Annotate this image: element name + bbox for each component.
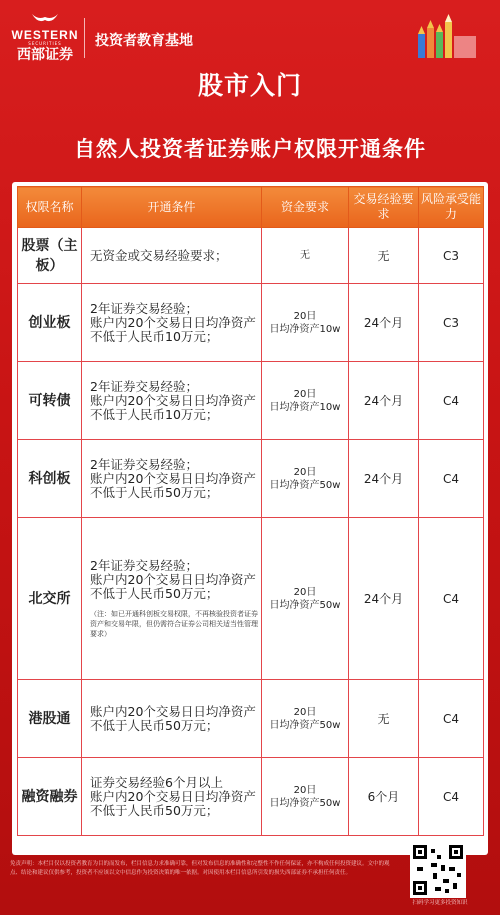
table-row [18,284,484,362]
cell-name-text: 港股通 [28,710,71,727]
header-risk: 风险承受能力 [419,187,484,228]
cell-condition [82,440,262,518]
cell-name-text: 创业板 [28,314,71,331]
cell-condition-text: 2年证券交易经验； 账户内20个交易日日均净资产不低于人民币10万元； [90,300,256,344]
header-experience: 交易经验要求 [349,187,419,228]
cell-risk-text: C4 [442,591,459,606]
conditions-card [12,182,488,855]
page-title: 股市入门 [197,71,302,100]
cell-condition-text: 2年证券交易经验； 账户内20个交易日日均净资产不低于人民币10万元； [90,378,256,422]
cell-experience [349,440,419,518]
condition-note: （注：如已开通科创板交易权限，不再核验投资者证券资产和交易年限，但仍需符合证券公司相关适当性管理要求） [90,609,258,638]
cell-experience-text: 24个月 [363,316,404,330]
cell-name [18,680,82,758]
cell-condition-text: 2年证券交易经验； 账户内20个交易日日均净资产不低于人民币50万元； [90,456,256,500]
cell-risk [419,440,484,518]
cell-risk-text: C3 [442,248,459,263]
cell-risk [419,362,484,440]
cell-fund-text: 20日 日均净资产10w [269,388,341,413]
cell-experience [349,362,419,440]
table-row [18,758,484,836]
cell-condition-text: 无资金或交易经验要求； [90,247,228,263]
cell-experience [349,518,419,680]
cell-fund-text: 20日 日均净资产10w [269,310,341,335]
cell-risk-text: C4 [442,711,459,726]
cell-name [18,518,82,680]
cell-condition-text: 账户内20个交易日日均净资产不低于人民币50万元； [90,703,256,733]
cell-condition [82,758,262,836]
cell-fund [262,284,349,362]
table-row [18,440,484,518]
pencil-decoration-icon [414,14,478,62]
cell-name [18,758,82,836]
cell-name-text: 融资融券 [21,788,78,805]
cell-risk [419,284,484,362]
cell-risk-text: C4 [442,789,459,804]
cell-name [18,228,82,284]
logo-en: WESTERN [11,28,79,42]
cell-experience-text: 无 [377,712,390,726]
cell-condition [82,518,262,680]
header-divider [84,18,85,58]
cell-experience-text: 6个月 [367,790,400,804]
table-row [18,518,484,680]
cell-fund-text: 20日 日均净资产50w [269,784,341,809]
cell-name [18,284,82,362]
cell-condition [82,284,262,362]
cell-experience [349,758,419,836]
cell-name-text: 科创板 [28,470,71,487]
cell-name-text: 可转债 [28,392,71,409]
page-subtitle: 自然人投资者证券账户权限开通条件 [74,137,426,161]
logo-cn: 西部证券 [17,47,73,63]
table-row [18,228,484,284]
cell-condition [82,228,262,284]
cell-fund [262,440,349,518]
cell-experience [349,680,419,758]
qr-code-icon [410,842,466,898]
cell-condition [82,362,262,440]
bull-horn-icon [10,12,80,29]
table-header-row [18,187,484,228]
cell-experience-text: 无 [377,249,390,263]
cell-risk-text: C4 [442,393,459,408]
cell-fund [262,518,349,680]
cell-condition-text: 2年证券交易经验； 账户内20个交易日日均净资产不低于人民币50万元； [90,557,256,601]
cell-name-text: 股票（主板） [21,237,78,274]
cell-risk-text: C3 [442,315,459,330]
cell-fund [262,228,349,284]
cell-fund-text: 20日 日均净资产50w [269,586,341,611]
cell-name [18,362,82,440]
table-row [18,362,484,440]
table-row [18,680,484,758]
cell-experience [349,228,419,284]
cell-name-text: 北交所 [28,590,71,607]
cell-fund-text: 无 [300,250,310,261]
brand-logo [10,12,80,67]
cell-condition [82,680,262,758]
qr-caption: 扫码学习更多投资知识 [412,900,468,906]
header-condition: 开通条件 [82,187,262,228]
cell-condition-text: 证券交易经验6个月以上 账户内20个交易日日均净资产不低于人民币50万元； [90,774,256,818]
cell-risk [419,680,484,758]
logo-sub: SECURITIES [28,41,62,46]
education-base-label: 投资者教育基地 [95,33,193,49]
conditions-table [17,186,484,836]
cell-risk [419,758,484,836]
cell-experience-text: 24个月 [363,592,404,606]
cell-name [18,440,82,518]
header-fund: 资金要求 [262,187,349,228]
cell-fund [262,362,349,440]
cell-experience-text: 24个月 [363,472,404,486]
cell-risk [419,518,484,680]
cell-experience [349,284,419,362]
cell-experience-text: 24个月 [363,394,404,408]
cell-fund-text: 20日 日均净资产50w [269,466,341,491]
header-name: 权限名称 [18,187,82,228]
cell-risk [419,228,484,284]
cell-fund [262,758,349,836]
cell-fund [262,680,349,758]
disclaimer: 免责声明：本栏目仅以投资者教育为目的而发布，栏目信息力求准确可靠，但对发布信息的准确性和完整性不作任何保证，亦不构成任何投资建议。文中的观点、结论和建议仅供参考，投资者不应该以文中信息作为投资决策的唯一依据。对因使用本栏目信息所引发的损失西部证券不承担任何责任。 [10,861,390,876]
cell-fund-text: 20日 日均净资产50w [269,706,341,731]
cell-risk-text: C4 [442,471,459,486]
